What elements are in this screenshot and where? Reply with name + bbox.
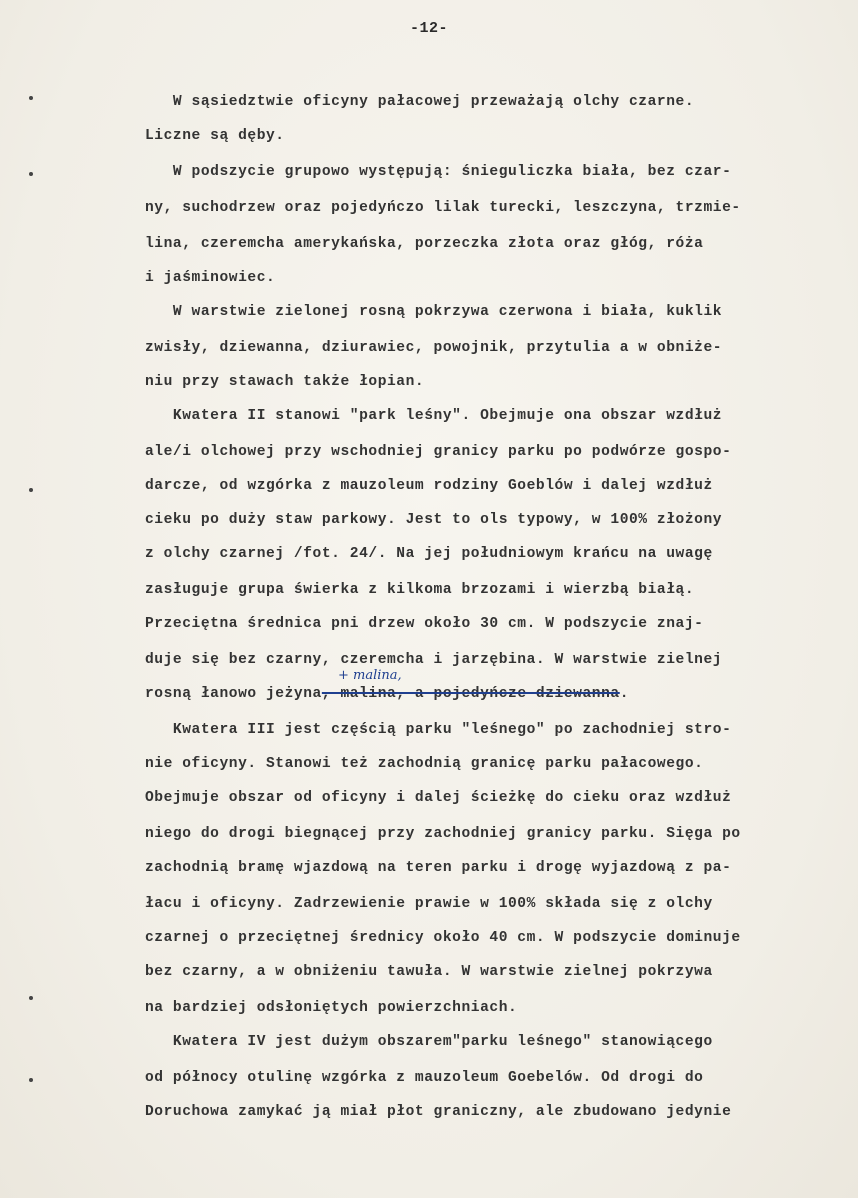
text-line: Doruchowa zamykać ją miał płot graniczny, ale zbudowano jedynie (145, 1104, 732, 1120)
handwritten-insertion: + malina, (338, 668, 402, 683)
text-line: na bardziej odsłoniętych powierzchniach. (145, 1000, 518, 1016)
binder-hole-mark (29, 488, 33, 492)
binder-hole-mark (29, 172, 33, 176)
text-line: Przeciętna średnica pni drzew około 30 cm. W podszycie znaj- (145, 616, 704, 632)
struck-through-text: , malina, a pojedyńcze dziewanna (321, 686, 620, 702)
text-line: zwisły, dziewanna, dziurawiec, powojnik, przytulia a w obniże- (145, 340, 723, 356)
line-suffix: . (619, 686, 630, 702)
text-line: Obejmuje obszar od oficyny i dalej ścieżkę do cieku oraz wzdłuż (145, 790, 732, 806)
text-line: z olchy czarnej /fot. 24/. Na jej południowym krańcu na uwagę (145, 546, 713, 562)
text-line: Liczne są dęby. (145, 128, 285, 144)
text-line: Kwatera II stanowi "park leśny". Obejmuje ona obszar wzdłuż (145, 408, 723, 424)
text-line: duje się bez czarny, czeremcha i jarzębina. W warstwie zielnej (145, 652, 723, 668)
text-line-with-strikethrough (145, 684, 629, 704)
text-line: cieku po duży staw parkowy. Jest to ols typowy, w 100% złożony (145, 512, 723, 528)
text-line: W sąsiedztwie oficyny pałacowej przeważają olchy czarne. (145, 94, 695, 110)
text-line: czarnej o przeciętnej średnicy około 40 cm. W podszycie dominuje (145, 930, 741, 946)
binder-hole-mark (29, 1078, 33, 1082)
text-line: W podszycie grupowo występują: śnieguliczka biała, bez czar- (145, 164, 732, 180)
text-line: Kwatera IV jest dużym obszarem"parku leśnego" stanowiącego (145, 1034, 713, 1050)
text-line: Kwatera III jest częścią parku "leśnego" po zachodniej stro- (145, 722, 732, 738)
text-line: łacu i oficyny. Zadrzewienie prawie w 100% składa się z olchy (145, 896, 713, 912)
line-prefix: rosną łanowo jeżyna (145, 686, 322, 702)
binder-hole-mark (29, 996, 33, 1000)
text-line: ny, suchodrzew oraz pojedyńczo lilak turecki, leszczyna, trzmie- (145, 200, 741, 216)
binder-hole-mark (29, 96, 33, 100)
text-line: niego do drogi biegnącej przy zachodniej granicy parku. Sięga po (145, 826, 741, 842)
text-line: lina, czeremcha amerykańska, porzeczka złota oraz głóg, róża (145, 236, 704, 252)
text-line: nie oficyny. Stanowi też zachodnią granicę parku pałacowego. (145, 756, 704, 772)
text-line: zasługuje grupa świerka z kilkoma brzozami i wierzbą białą. (145, 582, 695, 598)
text-line: niu przy stawach także łopian. (145, 374, 425, 390)
text-line: zachodnią bramę wjazdową na teren parku i drogę wyjazdową z pa- (145, 860, 732, 876)
page-number: -12- (409, 20, 448, 37)
text-line: i jaśminowiec. (145, 270, 276, 286)
text-line: W warstwie zielonej rosną pokrzywa czerwona i biała, kuklik (145, 304, 723, 320)
text-line: ale/i olchowej przy wschodniej granicy parku po podwórze gospo- (145, 444, 732, 460)
text-line: bez czarny, a w obniżeniu tawuła. W warstwie zielnej pokrzywa (145, 964, 713, 980)
text-line: darcze, od wzgórka z mauzoleum rodziny Goeblów i dalej wzdłuż (145, 478, 713, 494)
text-line: od północy otulinę wzgórka z mauzoleum Goebelów. Od drogi do (145, 1070, 704, 1086)
